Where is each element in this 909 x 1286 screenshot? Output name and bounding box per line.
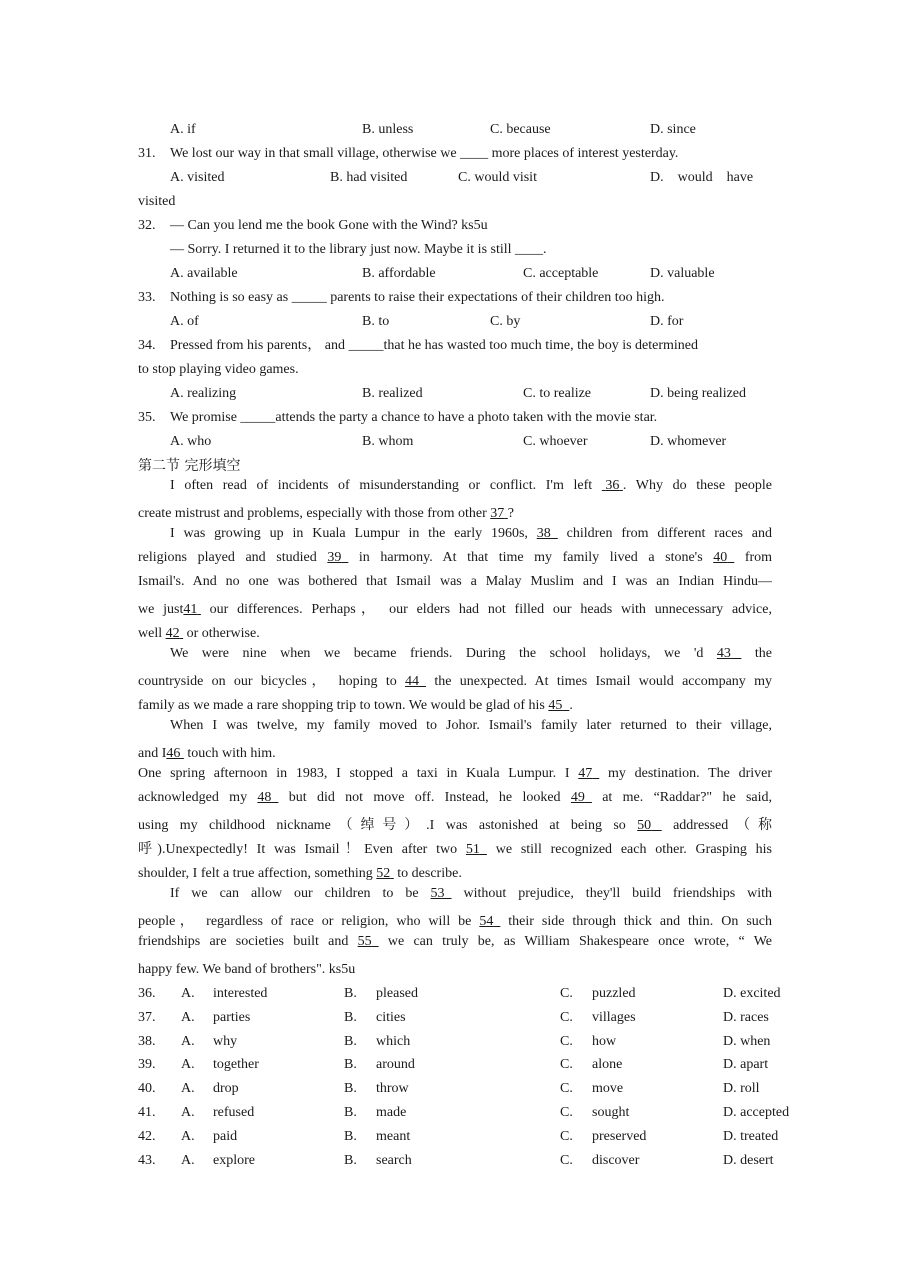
q33-options (138, 310, 772, 334)
passage-line: create mistrust and problems, especially with those from other 37 ? (138, 502, 772, 526)
section-heading: 第二节 完形填空 (138, 458, 241, 474)
option-a: A. of (170, 314, 199, 329)
blank-40: 40 (713, 550, 728, 565)
passage-line: well 42 or otherwise. (138, 622, 772, 646)
passage-line: religions played and studied 39 in harmony. At that time my family lived a stone's 40 from (138, 550, 772, 565)
option-c: C. acceptable (523, 266, 599, 281)
passage-line: One spring afternoon in 1983, I stopped a taxi in Kuala Lumpur. I 47 my destination. The driver (138, 766, 772, 781)
option-b: B. had visited (330, 170, 408, 185)
passage-line: We were nine when we became friends. During the school holidays, we 'd 43 the (170, 646, 772, 661)
cloze-option-row: 38. A. why B. which C. how D. when (138, 1033, 771, 1049)
cloze-option-row: 37. A. parties B. cities C. villages D. races (138, 1009, 769, 1025)
blank-50: 50 (637, 818, 652, 833)
cloze-option-row: 36. A. interested B. pleased C. puzzled D. excited (138, 986, 781, 1001)
blank-55: 55 (357, 934, 372, 949)
blank-43: 43 (716, 646, 731, 661)
q34-options (138, 382, 772, 406)
passage-line: I often read of incidents of misunderstanding or conflict. I'm left 36 . Why do these people (170, 478, 772, 493)
option-d: D. would have (650, 170, 754, 185)
question-31 (138, 142, 772, 166)
blank-45: 45 (548, 698, 563, 713)
passage-line: shoulder, I felt a true affection, something 52 to describe. (138, 862, 772, 886)
question-stem: — Can you lend me the book Gone with the Wind? ks5u (170, 218, 488, 233)
passage-line: acknowledged my 48 but did not move off. Instead, he looked 49 at me. “Raddar?" he said, (138, 790, 772, 805)
cloze-option-row: 39. A. together B. around C. alone D. apart (138, 1057, 769, 1073)
option-c: C. to realize (523, 386, 592, 401)
option-a: A. realizing (170, 386, 237, 401)
blank-53: 53 (430, 886, 445, 901)
option-c: C. whoever (523, 434, 588, 449)
passage-line: If we can allow our children to be 53 without prejudice, they'll build friendships with (170, 886, 772, 901)
passage-line: people， regardless of race or religion, who will be 54 their side through thick and thin. On such (138, 914, 772, 929)
option-a: A. available (170, 266, 238, 281)
option-d: D. for (650, 314, 684, 329)
q31-options (138, 166, 772, 190)
blank-38: 38 (536, 526, 551, 541)
blank-42: 42 (165, 626, 180, 641)
passage-line: we just41 our differences. Perhaps， our elders had not filled our heads with unnecessary advice, (138, 602, 772, 617)
cloze-options-table (138, 982, 790, 1172)
blank-49: 49 (570, 790, 585, 805)
option-d: D. whomever (650, 434, 727, 449)
option-c: C. would visit (458, 170, 537, 185)
q32-options (138, 262, 772, 286)
question-number: 31. (138, 146, 156, 161)
question-stem: We lost our way in that small village, otherwise we ____ more places of interest yesterday. (170, 146, 679, 161)
passage-line: 呼).Unexpectedly! It was Ismail！Even after two 51 we still recognized each other. Grasping his (138, 842, 772, 857)
option-b: B. affordable (362, 266, 436, 281)
option-a: A. visited (170, 170, 225, 185)
blank-41: 41 (183, 602, 198, 617)
passage-line: family as we made a rare shopping trip to town. We would be glad of his 45 . (138, 694, 772, 718)
passage-line: I was growing up in Kuala Lumpur in the early 1960s, 38 children from different races and (170, 526, 772, 541)
passage-line: countryside on our bicycles， hoping to 44 the unexpected. At times Ismail would accompany my (138, 674, 772, 689)
option-c: C. because (490, 122, 551, 137)
question-number: 32. (138, 218, 156, 233)
q35-options (138, 430, 772, 454)
q31-option-d-wrap (138, 190, 772, 214)
question-stem: We promise _____attends the party a chance to have a photo taken with the movie star. (170, 410, 658, 425)
option-d: D. valuable (650, 266, 715, 281)
passage-line: friendships are societies built and 55 we can truly be, as William Shakespeare once wrote, “ We (138, 934, 772, 949)
cloze-option-row: 42. A. paid B. meant C. preserved D. treated (138, 1128, 779, 1144)
blank-46: 46 (166, 746, 181, 761)
question-number: 33. (138, 290, 156, 305)
blank-47: 47 (578, 766, 593, 781)
question-stem-continued: to stop playing video games. (138, 362, 299, 377)
option-b: B. unless (362, 122, 414, 137)
blank-51: 51 (465, 842, 480, 857)
passage-line: happy few. We band of brothers". ks5u (138, 962, 356, 977)
q30-options (138, 118, 772, 142)
option-a: A. if (170, 122, 196, 137)
question-stem: Pressed from his parents， and _____that he has wasted too much time, the boy is determined (170, 338, 699, 353)
option-b: B. realized (362, 386, 423, 401)
passage-line: and I46 touch with him. (138, 742, 772, 766)
question-number: 35. (138, 410, 156, 425)
question-stem-reply: — Sorry. I returned it to the library just now. Maybe it is still ____. (170, 242, 547, 257)
blank-52: 52 (376, 866, 391, 881)
option-b: B. to (362, 314, 390, 329)
passage-line: When I was twelve, my family moved to Johor. Ismail's family later returned to their village, (170, 718, 772, 733)
blank-36: 36 (605, 478, 620, 493)
cloze-option-row: 40. A. drop B. throw C. move D. roll (138, 1081, 760, 1097)
cloze-option-row: 41. A. refused B. made C. sought D. accepted (138, 1104, 790, 1120)
question-35 (138, 406, 772, 430)
passage-line: Ismail's. And no one was bothered that Ismail was a Malay Muslim and I was an Indian Hindu— (138, 574, 772, 589)
blank-37: 37 (490, 506, 505, 521)
option-d-continued: visited (138, 194, 176, 209)
blank-44: 44 (405, 674, 420, 689)
question-33 (138, 286, 772, 310)
exam-page (138, 118, 790, 1172)
blank-54: 54 (479, 914, 494, 929)
question-number: 34. (138, 338, 156, 353)
question-34-continued (138, 358, 772, 382)
option-d: D. being realized (650, 386, 747, 401)
option-d: D. since (650, 122, 696, 137)
question-stem: Nothing is so easy as _____ parents to raise their expectations of their children too high. (170, 290, 665, 305)
option-a: A. who (170, 434, 212, 449)
blank-48: 48 (257, 790, 272, 805)
cloze-option-row: 43. A. explore B. search C. discover D. desert (138, 1152, 774, 1168)
question-32-reply (138, 238, 772, 262)
option-b: B. whom (362, 434, 414, 449)
question-32 (138, 214, 772, 238)
blank-39: 39 (327, 550, 342, 565)
passage-line: using my childhood nickname（绰号）.I was astonished at being so 50 addressed（称 (138, 818, 772, 833)
question-34 (138, 334, 772, 358)
option-c: C. by (490, 314, 521, 329)
